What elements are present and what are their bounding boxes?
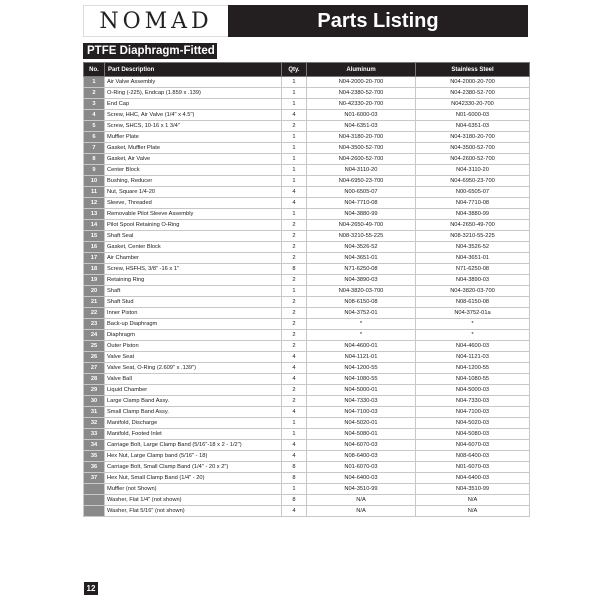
part-description-cell: Large Clamp Band Assy. xyxy=(105,396,282,407)
aluminum-part-cell: N/A xyxy=(307,495,416,506)
stainless-steel-part-cell: N04-3510-99 xyxy=(416,484,530,495)
part-number-cell: 18 xyxy=(84,264,105,275)
table-row xyxy=(84,121,530,132)
aluminum-part-cell: N00-6505-07 xyxy=(307,187,416,198)
part-description-cell: Diaphragm xyxy=(105,330,282,341)
quantity-cell: 2 xyxy=(282,242,307,253)
table-header-row xyxy=(84,63,530,77)
quantity-cell: 2 xyxy=(282,341,307,352)
table-row xyxy=(84,319,530,330)
stainless-steel-part-cell: N04-3500-52-700 xyxy=(416,143,530,154)
quantity-cell: 2 xyxy=(282,297,307,308)
part-number-cell: 29 xyxy=(84,385,105,396)
table-row xyxy=(84,198,530,209)
stainless-steel-part-cell: N04-4600-03 xyxy=(416,341,530,352)
part-number-cell: 30 xyxy=(84,396,105,407)
part-number-cell xyxy=(84,506,105,517)
quantity-cell: 2 xyxy=(282,275,307,286)
stainless-steel-part-cell: N04-6070-03 xyxy=(416,440,530,451)
stainless-steel-part-cell: N04-6950-23-700 xyxy=(416,176,530,187)
part-number-cell: 12 xyxy=(84,198,105,209)
part-number-cell xyxy=(84,495,105,506)
table-row xyxy=(84,473,530,484)
quantity-cell: 4 xyxy=(282,363,307,374)
aluminum-part-cell: N04-7710-08 xyxy=(307,198,416,209)
quantity-cell: 4 xyxy=(282,407,307,418)
aluminum-part-cell: N04-2000-20-700 xyxy=(307,77,416,88)
column-header-aluminum: Aluminum xyxy=(307,63,416,77)
parts-table xyxy=(83,62,530,517)
column-header-description: Part Description xyxy=(105,63,282,77)
part-description-cell: Liquid Chamber xyxy=(105,385,282,396)
aluminum-part-cell: N04-5020-01 xyxy=(307,418,416,429)
table-row xyxy=(84,341,530,352)
part-number-cell: 19 xyxy=(84,275,105,286)
stainless-steel-part-cell: N08-6400-03 xyxy=(416,451,530,462)
part-number-cell: 22 xyxy=(84,308,105,319)
stainless-steel-part-cell: N04-6400-03 xyxy=(416,473,530,484)
stainless-steel-part-cell: N04-1121-03 xyxy=(416,352,530,363)
quantity-cell: 1 xyxy=(282,132,307,143)
part-description-cell: Hex Nut, Small Clamp Band (1/4" - 20) xyxy=(105,473,282,484)
part-number-cell: 25 xyxy=(84,341,105,352)
part-number-cell: 26 xyxy=(84,352,105,363)
quantity-cell: 1 xyxy=(282,99,307,110)
quantity-cell: 4 xyxy=(282,451,307,462)
aluminum-part-cell: N04-5080-01 xyxy=(307,429,416,440)
table-row xyxy=(84,143,530,154)
stainless-steel-part-cell: N01-6070-03 xyxy=(416,462,530,473)
part-number-cell: 3 xyxy=(84,99,105,110)
aluminum-part-cell: N04-2380-52-700 xyxy=(307,88,416,99)
part-description-cell: Inner Piston xyxy=(105,308,282,319)
part-description-cell: Air Valve Assembly xyxy=(105,77,282,88)
table-row xyxy=(84,88,530,99)
aluminum-part-cell: N08-6400-03 xyxy=(307,451,416,462)
part-number-cell: 32 xyxy=(84,418,105,429)
quantity-cell: 1 xyxy=(282,88,307,99)
table-row xyxy=(84,440,530,451)
quantity-cell: 4 xyxy=(282,110,307,121)
stainless-steel-part-cell: N042330-20-700 xyxy=(416,99,530,110)
table-row xyxy=(84,506,530,517)
aluminum-part-cell: N04-6400-03 xyxy=(307,473,416,484)
stainless-steel-part-cell: N04-7710-08 xyxy=(416,198,530,209)
section-title: PTFE Diaphragm-Fitted xyxy=(83,43,217,59)
stainless-steel-part-cell: N04-2650-49-700 xyxy=(416,220,530,231)
stainless-steel-part-cell: N04-3820-03-700 xyxy=(416,286,530,297)
column-header-no: No. xyxy=(84,63,105,77)
table-row xyxy=(84,165,530,176)
part-description-cell: Nut, Square 1/4-20 xyxy=(105,187,282,198)
aluminum-part-cell: N04-4600-01 xyxy=(307,341,416,352)
part-number-cell: 28 xyxy=(84,374,105,385)
quantity-cell: 1 xyxy=(282,176,307,187)
stainless-steel-part-cell: * xyxy=(416,319,530,330)
quantity-cell: 8 xyxy=(282,473,307,484)
aluminum-part-cell: N04-2600-52-700 xyxy=(307,154,416,165)
aluminum-part-cell: N08-3210-55-225 xyxy=(307,231,416,242)
page-header xyxy=(83,5,528,37)
stainless-steel-part-cell: N08-6150-08 xyxy=(416,297,530,308)
part-number-cell: 36 xyxy=(84,462,105,473)
table-row xyxy=(84,154,530,165)
aluminum-part-cell: N04-3651-01 xyxy=(307,253,416,264)
aluminum-part-cell: N71-6250-08 xyxy=(307,264,416,275)
quantity-cell: 8 xyxy=(282,264,307,275)
part-number-cell: 13 xyxy=(84,209,105,220)
stainless-steel-part-cell: N04-3880-99 xyxy=(416,209,530,220)
part-number-cell: 2 xyxy=(84,88,105,99)
part-description-cell: Small Clamp Band Assy. xyxy=(105,407,282,418)
aluminum-part-cell: N04-7330-03 xyxy=(307,396,416,407)
table-row xyxy=(84,187,530,198)
stainless-steel-part-cell: N04-3651-01 xyxy=(416,253,530,264)
table-row xyxy=(84,297,530,308)
aluminum-part-cell: N04-1121-01 xyxy=(307,352,416,363)
part-description-cell: End Cap xyxy=(105,99,282,110)
aluminum-part-cell: N04-3880-99 xyxy=(307,209,416,220)
aluminum-part-cell: N04-6070-03 xyxy=(307,440,416,451)
part-number-cell: 24 xyxy=(84,330,105,341)
aluminum-part-cell: N/A xyxy=(307,506,416,517)
part-description-cell: Carriage Bolt, Large Clamp Band (5/16"-18 x 2 - 1/2") xyxy=(105,440,282,451)
part-description-cell: Shaft xyxy=(105,286,282,297)
table-row xyxy=(84,176,530,187)
stainless-steel-part-cell: N04-1080-55 xyxy=(416,374,530,385)
quantity-cell: 1 xyxy=(282,165,307,176)
aluminum-part-cell: N01-6070-03 xyxy=(307,462,416,473)
column-header-stainless-steel: Stainless Steel xyxy=(416,63,530,77)
aluminum-part-cell: N08-6150-08 xyxy=(307,297,416,308)
part-number-cell: 7 xyxy=(84,143,105,154)
quantity-cell: 4 xyxy=(282,506,307,517)
stainless-steel-part-cell: N04-3180-20-700 xyxy=(416,132,530,143)
part-number-cell: 27 xyxy=(84,363,105,374)
aluminum-part-cell: N01-6000-03 xyxy=(307,110,416,121)
part-description-cell: Pilot Spool Retaining O-Ring xyxy=(105,220,282,231)
part-description-cell: Removable Pilot Sleeve Assembly xyxy=(105,209,282,220)
table-row xyxy=(84,385,530,396)
part-number-cell: 23 xyxy=(84,319,105,330)
quantity-cell: 4 xyxy=(282,198,307,209)
quantity-cell: 2 xyxy=(282,253,307,264)
stainless-steel-part-cell: N04-5020-03 xyxy=(416,418,530,429)
aluminum-part-cell: * xyxy=(307,319,416,330)
quantity-cell: 4 xyxy=(282,440,307,451)
part-description-cell: Valve Seat, O-Ring (2.609" x .139") xyxy=(105,363,282,374)
aluminum-part-cell: * xyxy=(307,330,416,341)
aluminum-part-cell: N04-3890-03 xyxy=(307,275,416,286)
part-number-cell: 16 xyxy=(84,242,105,253)
part-description-cell: Valve Ball xyxy=(105,374,282,385)
aluminum-part-cell: N04-1080-55 xyxy=(307,374,416,385)
stainless-steel-part-cell: N01-6000-03 xyxy=(416,110,530,121)
part-description-cell: Sleeve, Threaded xyxy=(105,198,282,209)
quantity-cell: 4 xyxy=(282,187,307,198)
stainless-steel-part-cell: N/A xyxy=(416,495,530,506)
aluminum-part-cell: N04-3526-52 xyxy=(307,242,416,253)
stainless-steel-part-cell: * xyxy=(416,330,530,341)
part-number-cell: 6 xyxy=(84,132,105,143)
part-number-cell xyxy=(84,484,105,495)
quantity-cell: 1 xyxy=(282,143,307,154)
aluminum-part-cell: N04-3110-20 xyxy=(307,165,416,176)
table-row xyxy=(84,484,530,495)
part-description-cell: Back-up Diaphragm xyxy=(105,319,282,330)
part-description-cell: Outer Piston xyxy=(105,341,282,352)
stainless-steel-part-cell: N04-5000-03 xyxy=(416,385,530,396)
table-row xyxy=(84,374,530,385)
part-description-cell: O-Ring (-225), Endcap (1.859 x .139) xyxy=(105,88,282,99)
table-row xyxy=(84,363,530,374)
stainless-steel-part-cell: N04-6351-03 xyxy=(416,121,530,132)
aluminum-part-cell: N04-3820-03-700 xyxy=(307,286,416,297)
part-number-cell: 8 xyxy=(84,154,105,165)
part-description-cell: Screw, HHC, Air Valve (1/4" x 4.5") xyxy=(105,110,282,121)
aluminum-part-cell: N04-2650-49-700 xyxy=(307,220,416,231)
part-number-cell: 31 xyxy=(84,407,105,418)
table-row xyxy=(84,231,530,242)
stainless-steel-part-cell: N04-3752-01a xyxy=(416,308,530,319)
part-description-cell: Manifold, Discharge xyxy=(105,418,282,429)
quantity-cell: 1 xyxy=(282,484,307,495)
stainless-steel-part-cell: N00-6505-07 xyxy=(416,187,530,198)
part-description-cell: Bushing, Reducer xyxy=(105,176,282,187)
quantity-cell: 1 xyxy=(282,286,307,297)
table-row xyxy=(84,264,530,275)
aluminum-part-cell: N04-3180-20-700 xyxy=(307,132,416,143)
quantity-cell: 2 xyxy=(282,121,307,132)
aluminum-part-cell: N04-1200-55 xyxy=(307,363,416,374)
part-description-cell: Screw, HSFHS, 3/8" -16 x 1" xyxy=(105,264,282,275)
aluminum-part-cell: N04-3752-01 xyxy=(307,308,416,319)
part-number-cell: 5 xyxy=(84,121,105,132)
part-description-cell: Retaining Ring xyxy=(105,275,282,286)
aluminum-part-cell: N0-42330-20-700 xyxy=(307,99,416,110)
quantity-cell: 8 xyxy=(282,462,307,473)
stainless-steel-part-cell: N04-7330-03 xyxy=(416,396,530,407)
stainless-steel-part-cell: N08-3210-55-225 xyxy=(416,231,530,242)
part-number-cell: 10 xyxy=(84,176,105,187)
table-row xyxy=(84,451,530,462)
part-description-cell: Center Block xyxy=(105,165,282,176)
aluminum-part-cell: N04-5000-01 xyxy=(307,385,416,396)
table-row xyxy=(84,352,530,363)
part-number-cell: 34 xyxy=(84,440,105,451)
part-description-cell: Carriage Bolt, Small Clamp Band (1/4" - 20 x 2") xyxy=(105,462,282,473)
quantity-cell: 2 xyxy=(282,220,307,231)
quantity-cell: 2 xyxy=(282,308,307,319)
table-row xyxy=(84,286,530,297)
part-number-cell: 37 xyxy=(84,473,105,484)
table-row xyxy=(84,132,530,143)
quantity-cell: 8 xyxy=(282,495,307,506)
table-row xyxy=(84,330,530,341)
aluminum-part-cell: N04-3500-52-700 xyxy=(307,143,416,154)
table-row xyxy=(84,462,530,473)
table-row xyxy=(84,77,530,88)
part-description-cell: Shaft Seal xyxy=(105,231,282,242)
table-row xyxy=(84,396,530,407)
quantity-cell: 1 xyxy=(282,77,307,88)
part-description-cell: Washer, Flat 1/4" (not shown) xyxy=(105,495,282,506)
part-number-cell: 14 xyxy=(84,220,105,231)
table-row xyxy=(84,429,530,440)
aluminum-part-cell: N04-6950-23-700 xyxy=(307,176,416,187)
part-description-cell: Air Chamber xyxy=(105,253,282,264)
table-row xyxy=(84,99,530,110)
quantity-cell: 1 xyxy=(282,209,307,220)
part-description-cell: Shaft Stud xyxy=(105,297,282,308)
part-number-cell: 1 xyxy=(84,77,105,88)
stainless-steel-part-cell: N04-2380-52-700 xyxy=(416,88,530,99)
stainless-steel-part-cell: N04-1200-55 xyxy=(416,363,530,374)
quantity-cell: 1 xyxy=(282,154,307,165)
part-number-cell: 33 xyxy=(84,429,105,440)
part-number-cell: 21 xyxy=(84,297,105,308)
stainless-steel-part-cell: N04-7100-03 xyxy=(416,407,530,418)
part-number-cell: 4 xyxy=(84,110,105,121)
part-description-cell: Muffler (not Shown) xyxy=(105,484,282,495)
part-number-cell: 9 xyxy=(84,165,105,176)
part-number-cell: 35 xyxy=(84,451,105,462)
brand-logo: NOMAD xyxy=(83,5,228,37)
table-row xyxy=(84,495,530,506)
quantity-cell: 2 xyxy=(282,319,307,330)
part-number-cell: 11 xyxy=(84,187,105,198)
column-header-qty: Qty. xyxy=(282,63,307,77)
table-row xyxy=(84,407,530,418)
quantity-cell: 1 xyxy=(282,429,307,440)
stainless-steel-part-cell: N04-3890-03 xyxy=(416,275,530,286)
part-number-cell: 15 xyxy=(84,231,105,242)
table-row xyxy=(84,220,530,231)
part-number-cell: 17 xyxy=(84,253,105,264)
quantity-cell: 4 xyxy=(282,352,307,363)
part-description-cell: Hex Nut, Large Clamp band (5/16" - 18) xyxy=(105,451,282,462)
part-description-cell: Muffler Plate xyxy=(105,132,282,143)
parts-table-body xyxy=(84,77,530,517)
quantity-cell: 4 xyxy=(282,374,307,385)
stainless-steel-part-cell: N04-2000-20-700 xyxy=(416,77,530,88)
aluminum-part-cell: N04-3510-99 xyxy=(307,484,416,495)
stainless-steel-part-cell: N04-3110-20 xyxy=(416,165,530,176)
page-title: Parts Listing xyxy=(228,5,528,37)
table-row xyxy=(84,253,530,264)
quantity-cell: 2 xyxy=(282,396,307,407)
part-description-cell: Screw, SHCS, 10-16 x 1 3/4" xyxy=(105,121,282,132)
stainless-steel-part-cell: N04-3526-52 xyxy=(416,242,530,253)
part-description-cell: Gasket, Muffler Plate xyxy=(105,143,282,154)
stainless-steel-part-cell: N71-6250-08 xyxy=(416,264,530,275)
quantity-cell: 1 xyxy=(282,418,307,429)
quantity-cell: 2 xyxy=(282,330,307,341)
part-description-cell: Gasket, Air Valve xyxy=(105,154,282,165)
table-row xyxy=(84,308,530,319)
part-description-cell: Manifold, Footed Inlet xyxy=(105,429,282,440)
part-number-cell: 20 xyxy=(84,286,105,297)
table-row xyxy=(84,418,530,429)
table-row xyxy=(84,110,530,121)
part-description-cell: Washer, Flat 5/16" (not shown) xyxy=(105,506,282,517)
page-number: 12 xyxy=(84,582,98,595)
stainless-steel-part-cell: N04-2600-52-700 xyxy=(416,154,530,165)
table-row xyxy=(84,209,530,220)
quantity-cell: 2 xyxy=(282,385,307,396)
stainless-steel-part-cell: N04-5080-03 xyxy=(416,429,530,440)
part-description-cell: Gasket, Center Block xyxy=(105,242,282,253)
table-row xyxy=(84,275,530,286)
part-description-cell: Valve Seat xyxy=(105,352,282,363)
stainless-steel-part-cell: N/A xyxy=(416,506,530,517)
quantity-cell: 2 xyxy=(282,231,307,242)
aluminum-part-cell: N04-6351-03 xyxy=(307,121,416,132)
aluminum-part-cell: N04-7100-03 xyxy=(307,407,416,418)
table-row xyxy=(84,242,530,253)
